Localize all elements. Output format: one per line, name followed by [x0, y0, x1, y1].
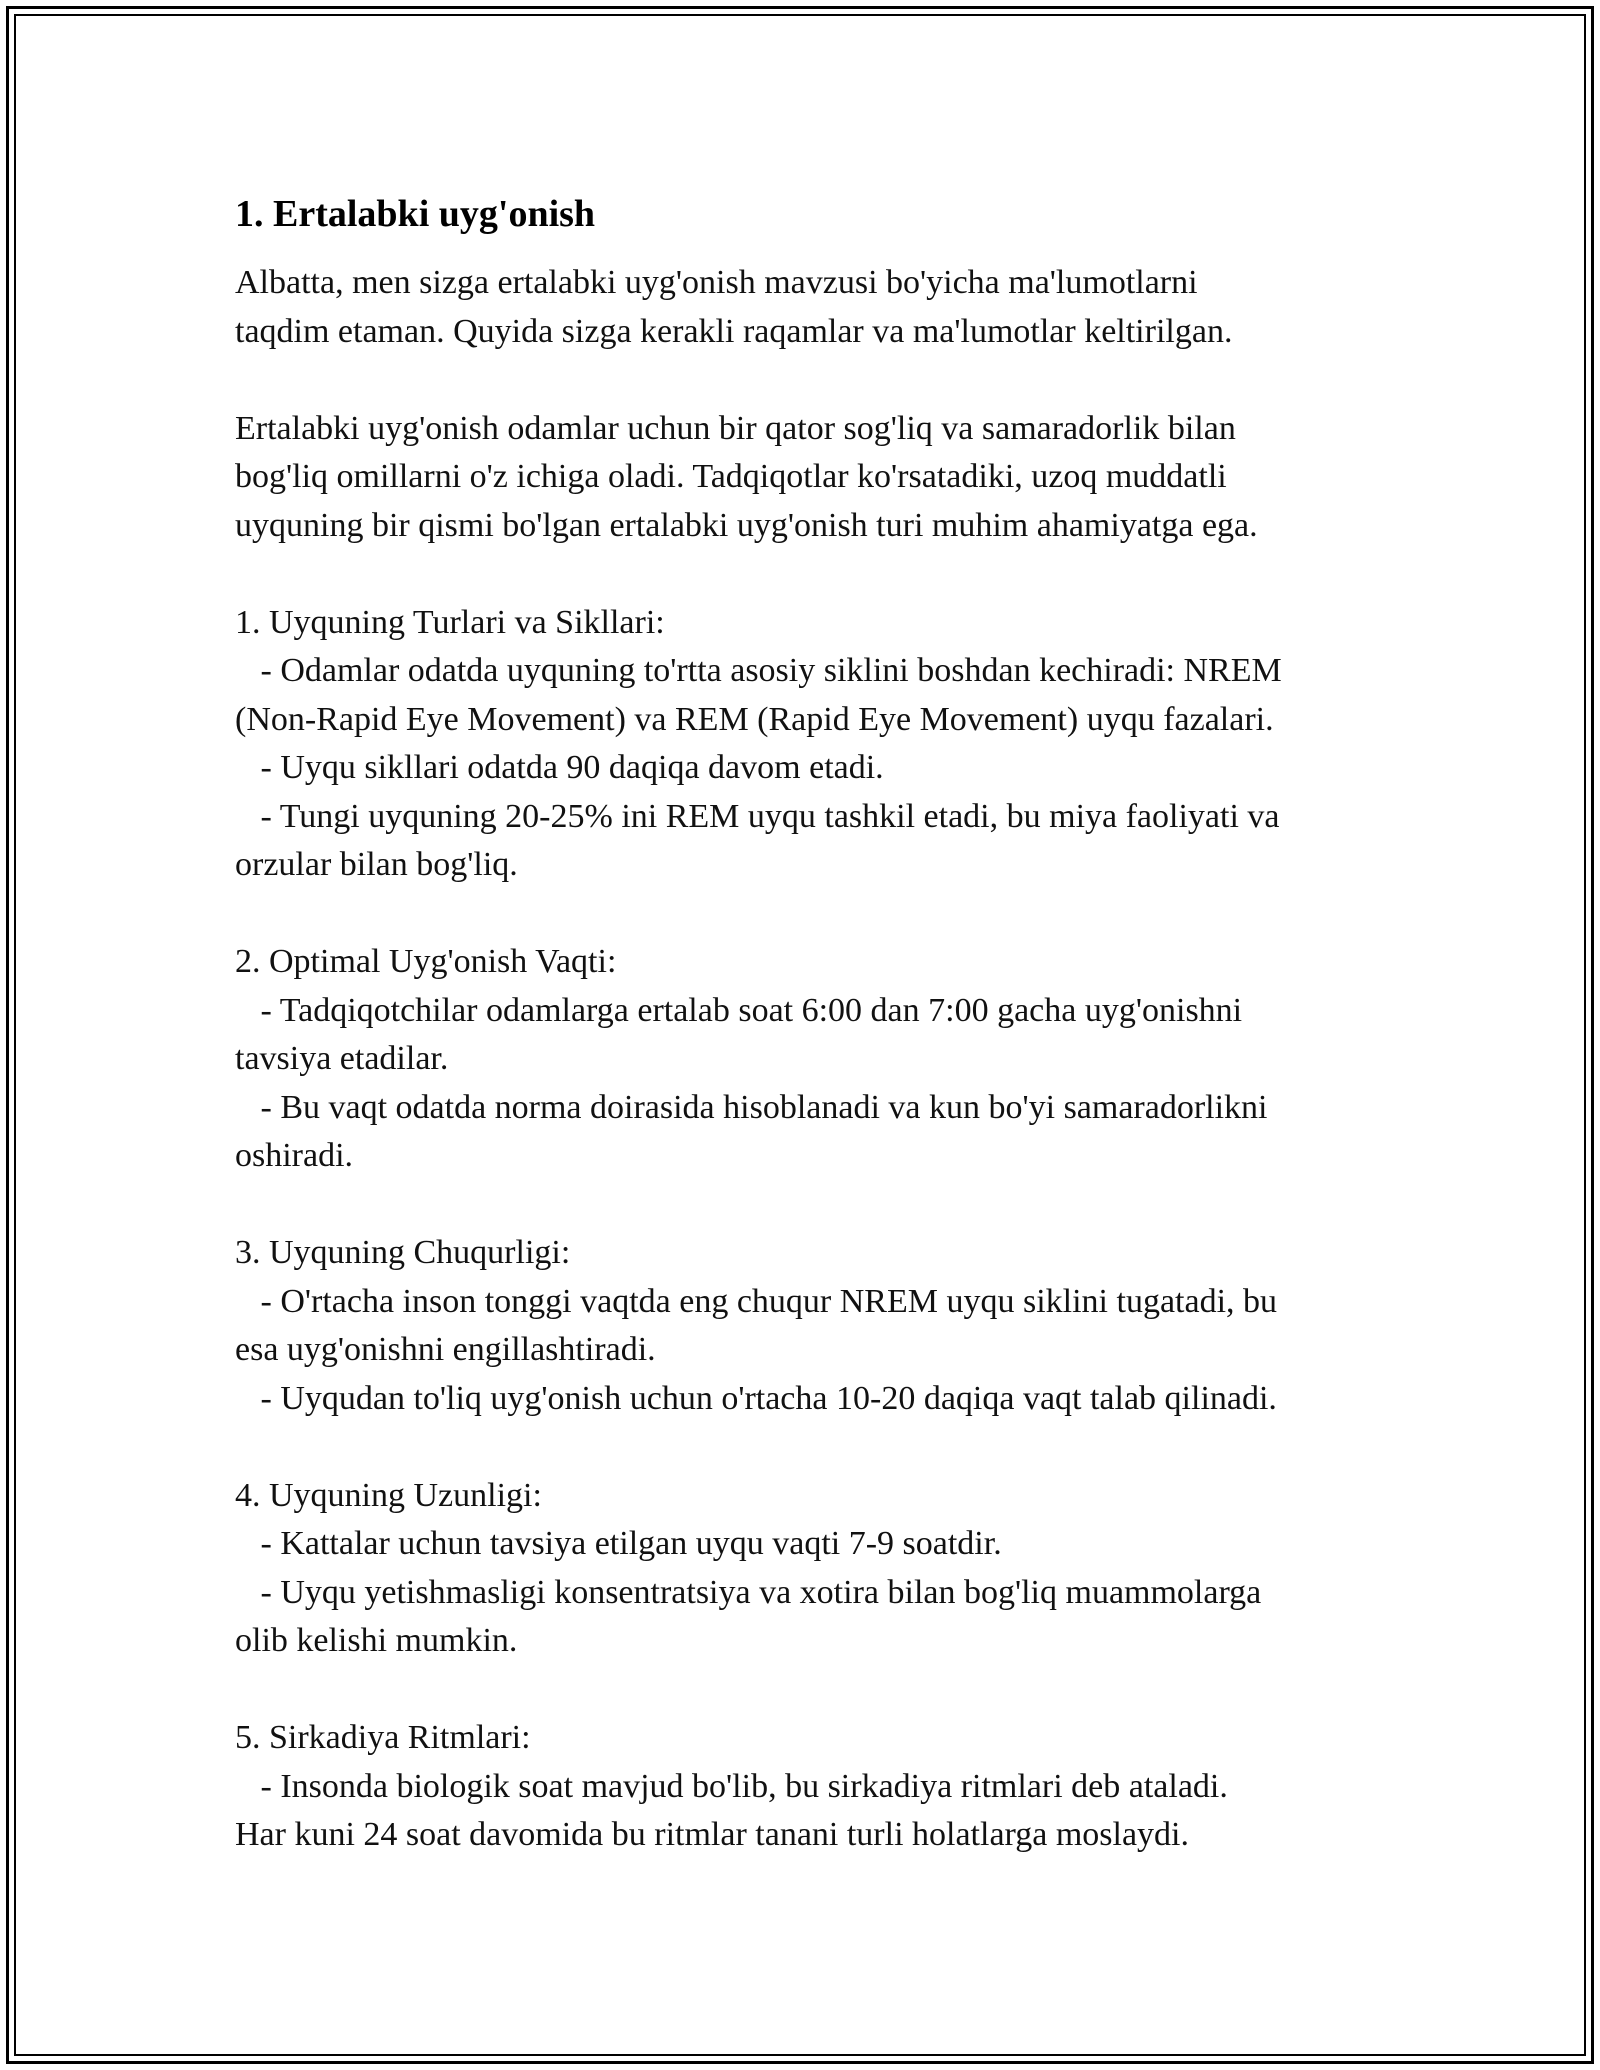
list-item: - O'rtacha inson tonggi vaqtda eng chuqur NREM uyqu siklini tugatadi, bu esa uyg'onishni engillashtiradi.: [235, 1282, 1278, 1368]
list-item: - Tadqiqotchilar odamlarga ertalab soat 6:00 dan 7:00 gacha uyg'onishni tavsiya etadilar.: [235, 991, 1243, 1077]
list-item: - Uyqu sikllari odatda 90 daqiqa davom etadi.: [235, 749, 884, 786]
intro-paragraph-1: Albatta, men sizga ertalabki uyg'onish mavzusi bo'yicha ma'lumotlarni taqdim etaman. Quyida sizga kerakli raqamlar va ma'lumotlar keltirilgan.: [235, 264, 1233, 350]
list-item: - Insonda biologik soat mavjud bo'lib, bu sirkadiya ritmlari deb ataladi. Har kuni 24 soat davomida bu ritmlar tanani turli holatlarga moslaydi.: [235, 1767, 1228, 1853]
section-title: 2. Optimal Uyg'onish Vaqti:: [235, 943, 617, 980]
list-item: - Uyqu yetishmasligi konsentratsiya va xotira bilan bog'liq muammolarga olib kelishi mumkin.: [235, 1573, 1262, 1659]
document-body: [235, 185, 1385, 1860]
list-item: - Odamlar odatda uyquning to'rtta asosiy siklini boshdan kechiradi: NREM (Non-Rapid Eye Movement) va REM (Rapid Eye Movement) uyqu fazalari.: [235, 652, 1282, 738]
list-item: - Bu vaqt odatda norma doirasida hisoblanadi va kun bo'yi samaradorlikni oshiradi.: [235, 1088, 1268, 1174]
section-optimal-wake-time: [235, 938, 1385, 1181]
paragraph-gap: [235, 550, 1385, 599]
section-sleep-length: [235, 1472, 1385, 1666]
section-sleep-depth: [235, 1229, 1385, 1423]
list-item: - Tungi uyquning 20-25% ini REM uyqu tashkil etadi, bu miya faoliyati va orzular bilan bog'liq.: [235, 797, 1280, 883]
list-item: - Kattalar uchun tavsiya etilgan uyqu vaqti 7-9 soatdir.: [235, 1525, 1002, 1562]
paragraph-gap: [235, 1666, 1385, 1715]
section-title: 1. Uyquning Turlari va Sikllari:: [235, 603, 665, 641]
paragraph-gap: [235, 1181, 1385, 1230]
paragraph-gap: [235, 890, 1385, 939]
paragraph-gap: [235, 356, 1385, 405]
section-title: 5. Sirkadiya Ritmlari:: [235, 1719, 531, 1756]
section-title: 4. Uyquning Uzunligi:: [235, 1476, 542, 1514]
paragraph-gap: [235, 1423, 1385, 1472]
intro-paragraph-2: Ertalabki uyg'onish odamlar uchun bir qator sog'liq va samaradorlik bilan bog'liq omillarni o'z ichiga oladi. Tadqiqotlar ko'rsatadiki, uzoq muddatli uyquning bir qismi bo'lgan ertalabki uyg'onish turi muhim ahamiyatga ega.: [235, 409, 1258, 544]
section-circadian-rhythms: [235, 1714, 1385, 1860]
list-item: - Uyqudan to'liq uyg'onish uchun o'rtacha 10-20 daqiqa vaqt talab qilinadi.: [235, 1379, 1277, 1417]
section-title: 3. Uyquning Chuqurligi:: [235, 1234, 571, 1271]
document-title: 1. Ertalabki uyg'onish: [235, 193, 596, 235]
section-sleep-types: [235, 599, 1385, 890]
